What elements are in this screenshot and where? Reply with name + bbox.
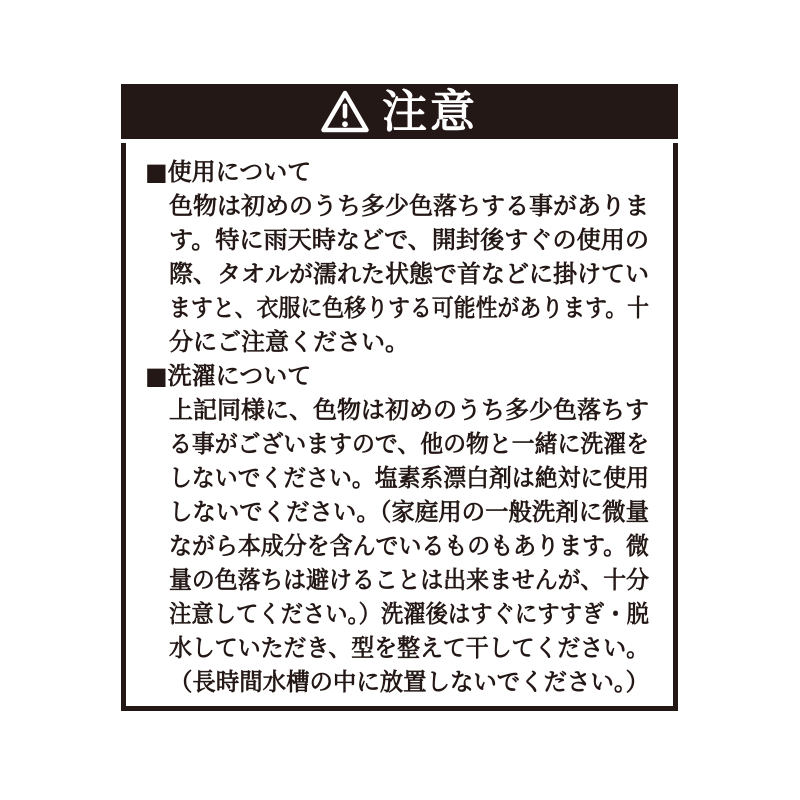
caution-title: 注意 [381,85,478,138]
washing-section [126,359,673,699]
washing-section-title: ■洗濯について [145,362,312,390]
washing-line: しないでください。（家庭用の一般洗剤に微量 [169,498,649,526]
caution-label [121,84,678,711]
washing-line: （長時間水槽の中に放置しないでください。） [169,668,649,696]
usage-section-title: ■使用について [145,158,312,186]
warning-triangle-icon [321,90,369,133]
washing-line: 水していただき、型を整えて干してください。 [169,634,650,662]
washing-line: る事がございますので、他の物と一緒に洗濯を [169,430,650,458]
usage-line: ますと、衣服に色移りする可能性があります。十 [169,294,650,322]
washing-line: ながら本成分を含んでいるものもあります。微 [169,532,650,560]
usage-section [126,155,673,359]
washing-line: 上記同様に、色物は初めのうち多少色落ちす [169,396,649,424]
notice-box [121,143,678,711]
washing-line: 注意してください。）洗濯後はすぐにすすぎ・脱 [169,600,650,628]
caution-header-bar [121,84,678,139]
usage-line: 分にご注意ください。 [169,328,409,356]
washing-line: しないでください。塩素系漂白剤は絶対に使用 [169,464,650,492]
usage-line: 際、タオルが濡れた状態で首などに掛けてい [169,260,649,288]
washing-line: 量の色落ちは避けることは出来ませんが、十分 [169,566,650,594]
usage-line: 色物は初めのうち多少色落ちする事がありま [169,192,649,220]
usage-line: す。特に雨天時などで、開封後すぐの使用の [169,226,649,254]
